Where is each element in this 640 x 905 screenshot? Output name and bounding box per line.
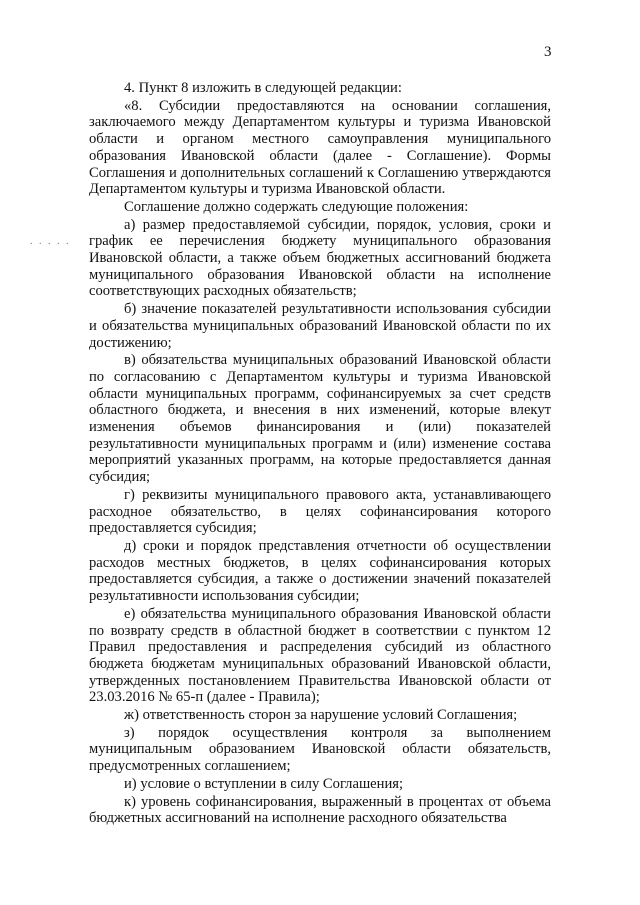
paragraph-agreement-intro: Соглашение должно содержать следующие положения:: [124, 198, 469, 215]
paragraph-clause-g: г) реквизиты муниципального правового акта, устанавливающего расходное обязательство, в целях софинансирования которого предоставляется субсидия;: [89, 486, 551, 537]
paragraph-clause-z: з) порядок осуществления контроля за выполнением муниципальным образованием Ивановской области обязательств, предусмотренных соглашением;: [89, 724, 551, 775]
paragraph-clause-k: к) уровень софинансирования, выраженный в процентах от объема бюджетных ассигнований на исполнение расходного обязательства: [89, 793, 551, 827]
paragraph-clause-v: в) обязательства муниципальных образований Ивановской области по согласованию с Департаментом культуры и туризма Ивановской области муниципальных программ, софинансируемых за счет средств областного бюджета, и внесения в них изменений, которые влекут изменения объемов финансирования и (или) показателей результативности муниципальных программ и (или) изменение состава мероприятий указанных программ, на которые предоставляется данная субсидия;: [89, 352, 551, 486]
document-body: [89, 80, 551, 828]
paragraph-clause-zh: ж) ответственность сторон за нарушение условий Соглашения;: [124, 707, 518, 724]
paragraph-clause-b: б) значение показателей результативности использования субсидии и обязательства муниципальных образований Ивановской области по их достижению;: [89, 301, 551, 351]
margin-mark: . . . . .: [30, 236, 71, 247]
paragraph-clause-d: д) сроки и порядок представления отчетности об осуществлении расходов местных бюджетов, в целях софинансирования которых предоставляется субсидия, а также о достижении значений показателей результативности использования субсидии;: [89, 537, 551, 605]
paragraph-clause-a: а) размер предоставляемой субсидии, порядок, условия, сроки и график ее перечисления бюджету муниципального образования Ивановской области, а также объем бюджетных ассигнований бюджета муниципального образования Ивановской области на исполнение соответствующих расходных обязательств;: [89, 216, 551, 300]
paragraph-item-4-heading: 4. Пункт 8 изложить в следующей редакции:: [124, 80, 402, 96]
paragraph-clause-i: и) условие о вступлении в силу Соглашения;: [124, 775, 404, 792]
paragraph-point-8: «8. Субсидии предоставляются на основании соглашения, заключаемого между Департаментом культуры и туризма Ивановской области и органом местного самоуправления муниципального образования Ивановской области (далее - Соглашение). Формы Соглашения и дополнительных соглашений к Соглашению утверждаются Департаментом культуры и туризма Ивановской области.: [89, 97, 551, 198]
paragraph-clause-e: е) обязательства муниципального образования Ивановской области по возврату средств в областной бюджет в соответствии с пунктом 12 Правил предоставления и распределения субсидий из областного бюджета бюджетам муниципальных образований Ивановской области, утвержденных постановлением Правительства Ивановской области от 23.03.2016 № 65-п (далее - Правила);: [89, 605, 551, 706]
page-number: 3: [544, 44, 552, 60]
